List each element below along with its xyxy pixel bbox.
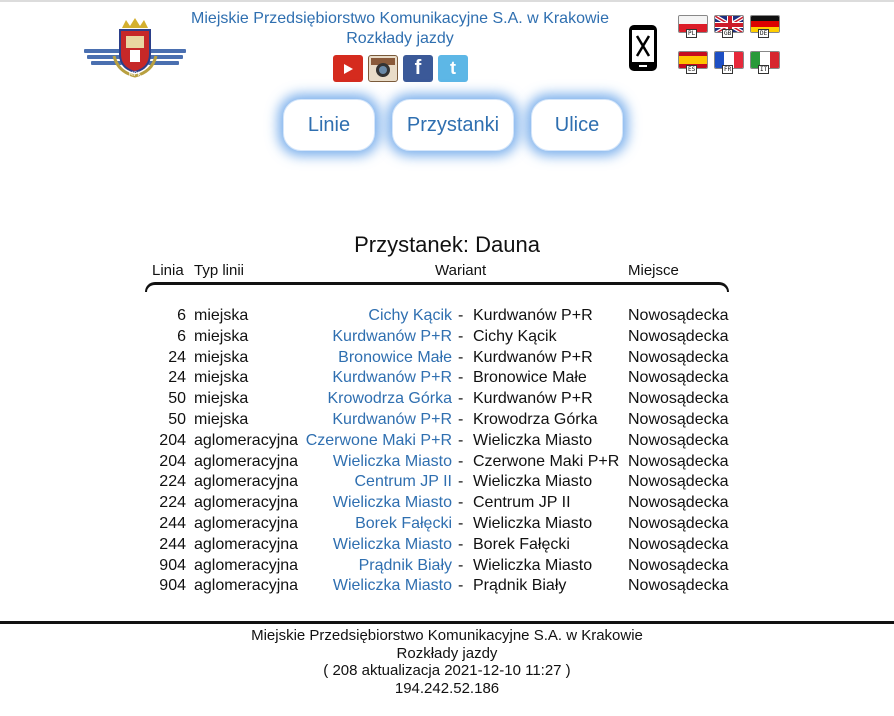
variant-link[interactable]: Wieliczka Miasto bbox=[332, 535, 452, 553]
variant-link[interactable]: Centrum JP II bbox=[354, 473, 452, 491]
twitter-icon[interactable]: t bbox=[438, 55, 468, 82]
youtube-icon[interactable] bbox=[333, 55, 363, 82]
line-number: 6 bbox=[177, 307, 186, 324]
company-name: Miejskie Przedsiębiorstwo Komunikacyjne S.A. w Krakowie bbox=[191, 10, 609, 27]
flag-es-icon[interactable]: ES bbox=[678, 51, 708, 73]
variant-link[interactable]: Prądnik Biały bbox=[358, 556, 452, 574]
line-type: miejska bbox=[194, 327, 249, 345]
variant-destination: Bronowice Małe bbox=[473, 369, 587, 387]
variant-separator: - bbox=[458, 452, 464, 470]
variant-destination: Wieliczka Miasto bbox=[473, 556, 593, 574]
stop-place: Nowosądecka bbox=[628, 535, 729, 553]
flag-de-icon[interactable]: DE bbox=[750, 15, 780, 37]
mpk-krakow-logo-icon[interactable] bbox=[84, 16, 186, 78]
line-type: aglomeracyjna bbox=[194, 473, 299, 491]
variant-separator: - bbox=[458, 577, 464, 595]
line-number: 24 bbox=[168, 369, 186, 387]
col-header-type: Typ linii bbox=[194, 262, 245, 279]
flag-pl-icon[interactable]: PL bbox=[678, 15, 708, 37]
variant-separator: - bbox=[458, 327, 464, 345]
variant-link[interactable]: Kurdwanów P+R bbox=[332, 327, 452, 345]
variant-separator: - bbox=[458, 410, 464, 428]
variant-link[interactable]: Borek Fałęcki bbox=[355, 514, 452, 532]
stop-place: Nowosądecka bbox=[628, 390, 729, 408]
line-type: aglomeracyjna bbox=[194, 514, 299, 532]
variant-destination: Kurdwanów P+R bbox=[473, 348, 593, 366]
variant-separator: - bbox=[458, 473, 464, 491]
line-type: miejska bbox=[194, 348, 249, 366]
variant-link[interactable]: Kurdwanów P+R bbox=[332, 410, 452, 428]
table-row bbox=[145, 327, 729, 348]
stop-place: Nowosądecka bbox=[628, 327, 729, 345]
mobile-phone-x-icon[interactable] bbox=[628, 24, 658, 72]
variant-destination: Czerwone Maki P+R bbox=[473, 452, 620, 470]
stop-place: Nowosądecka bbox=[628, 494, 729, 512]
table-row bbox=[145, 493, 729, 514]
table-row bbox=[145, 514, 729, 535]
variant-separator: - bbox=[458, 307, 464, 324]
variant-link[interactable]: Cichy Kącik bbox=[368, 307, 452, 324]
variant-separator: - bbox=[458, 390, 464, 408]
table-row bbox=[145, 556, 729, 577]
table-row bbox=[145, 410, 729, 431]
page-subtitle: Rozkłady jazdy bbox=[346, 30, 454, 47]
flag-it-icon[interactable]: IT bbox=[750, 51, 780, 73]
table-row bbox=[145, 452, 729, 473]
departures-table bbox=[145, 260, 729, 597]
variant-separator: - bbox=[458, 514, 464, 532]
table-row bbox=[145, 389, 729, 410]
line-number: 244 bbox=[159, 535, 186, 553]
table-header bbox=[145, 260, 729, 282]
flag-fr-icon[interactable]: FR bbox=[714, 51, 744, 73]
table-row bbox=[145, 306, 729, 327]
variant-link[interactable]: Kurdwanów P+R bbox=[332, 369, 452, 387]
line-number: 50 bbox=[168, 390, 186, 408]
table-row bbox=[145, 535, 729, 556]
table-row bbox=[145, 431, 729, 452]
stop-place: Nowosądecka bbox=[628, 348, 729, 366]
variant-destination: Wieliczka Miasto bbox=[473, 514, 593, 532]
svg-text:MPK: MPK bbox=[128, 71, 142, 78]
language-flags bbox=[678, 15, 780, 73]
line-type: aglomeracyjna bbox=[194, 452, 299, 470]
variant-destination: Kurdwanów P+R bbox=[473, 307, 593, 324]
stop-place: Nowosądecka bbox=[628, 473, 729, 491]
line-number: 224 bbox=[159, 494, 186, 512]
variant-separator: - bbox=[458, 369, 464, 387]
line-type: miejska bbox=[194, 410, 249, 428]
nav-stops-button[interactable]: Przystanki bbox=[392, 99, 514, 151]
variant-separator: - bbox=[458, 556, 464, 574]
col-header-place: Miejsce bbox=[628, 262, 679, 279]
line-number: 224 bbox=[159, 473, 186, 491]
col-header-variant: Wariant bbox=[435, 262, 487, 279]
table-row bbox=[145, 576, 729, 597]
line-type: miejska bbox=[194, 390, 249, 408]
stop-place: Nowosądecka bbox=[628, 431, 729, 449]
nav-streets-button[interactable]: Ulice bbox=[531, 99, 623, 151]
line-number: 904 bbox=[159, 577, 186, 595]
stop-place: Nowosądecka bbox=[628, 556, 729, 574]
stop-place: Nowosądecka bbox=[628, 452, 729, 470]
col-header-line: Linia bbox=[152, 262, 184, 279]
variant-destination: Wieliczka Miasto bbox=[473, 473, 593, 491]
line-type: miejska bbox=[194, 307, 249, 324]
table-body bbox=[145, 306, 729, 597]
header-divider bbox=[145, 282, 729, 292]
variant-destination: Centrum JP II bbox=[473, 494, 571, 512]
footer-update-info: ( 208 aktualizacja 2021-12-10 11:27 ) bbox=[323, 662, 571, 679]
variant-separator: - bbox=[458, 494, 464, 512]
stop-place: Nowosądecka bbox=[628, 577, 729, 595]
table-row bbox=[145, 472, 729, 493]
social-links bbox=[333, 55, 468, 82]
facebook-icon[interactable]: f bbox=[403, 55, 433, 82]
variant-link[interactable]: Krowodrza Górka bbox=[327, 390, 452, 408]
flag-gb-icon[interactable]: GB bbox=[714, 15, 744, 37]
stop-place: Nowosądecka bbox=[628, 514, 729, 532]
line-type: miejska bbox=[194, 369, 249, 387]
variant-link[interactable]: Wieliczka Miasto bbox=[332, 577, 452, 595]
line-number: 904 bbox=[159, 556, 186, 574]
line-number: 24 bbox=[168, 348, 186, 366]
stop-place: Nowosądecka bbox=[628, 307, 729, 324]
table-row bbox=[145, 348, 729, 369]
variant-destination: Borek Fałęcki bbox=[473, 535, 570, 553]
footer-company: Miejskie Przedsiębiorstwo Komunikacyjne S.A. w Krakowie bbox=[251, 627, 643, 644]
variant-destination: Wieliczka Miasto bbox=[473, 431, 593, 449]
variant-separator: - bbox=[458, 535, 464, 553]
variant-separator: - bbox=[458, 348, 464, 366]
variant-destination: Krowodrza Górka bbox=[473, 410, 598, 428]
variant-link[interactable]: Wieliczka Miasto bbox=[332, 452, 452, 470]
main-nav bbox=[0, 99, 894, 151]
footer-divider bbox=[0, 621, 894, 624]
line-number: 244 bbox=[159, 514, 186, 532]
variant-separator: - bbox=[458, 431, 464, 449]
instagram-icon[interactable] bbox=[368, 55, 398, 82]
footer bbox=[0, 627, 894, 697]
line-number: 204 bbox=[159, 431, 186, 449]
line-number: 204 bbox=[159, 452, 186, 470]
line-number: 6 bbox=[177, 327, 186, 345]
footer-subtitle: Rozkłady jazdy bbox=[396, 644, 498, 662]
variant-destination: Kurdwanów P+R bbox=[473, 390, 593, 408]
variant-link[interactable]: Wieliczka Miasto bbox=[332, 494, 452, 512]
line-type: aglomeracyjna bbox=[194, 494, 299, 512]
variant-link[interactable]: Czerwone Maki P+R bbox=[305, 431, 452, 449]
nav-lines-button[interactable]: Linie bbox=[283, 99, 375, 151]
line-type: aglomeracyjna bbox=[194, 556, 299, 574]
footer-ip: 194.242.52.186 bbox=[394, 679, 500, 697]
variant-destination: Prądnik Biały bbox=[473, 577, 567, 595]
variant-link[interactable]: Bronowice Małe bbox=[338, 348, 452, 366]
stop-place: Nowosądecka bbox=[628, 369, 729, 387]
line-number: 50 bbox=[168, 410, 186, 428]
stop-title: Przystanek: Dauna bbox=[354, 232, 540, 257]
stop-place: Nowosądecka bbox=[628, 410, 729, 428]
line-type: aglomeracyjna bbox=[194, 431, 299, 449]
line-type: aglomeracyjna bbox=[194, 577, 299, 595]
line-type: aglomeracyjna bbox=[194, 535, 299, 553]
header-title-block bbox=[180, 9, 620, 49]
variant-destination: Cichy Kącik bbox=[473, 327, 557, 345]
table-row bbox=[145, 368, 729, 389]
